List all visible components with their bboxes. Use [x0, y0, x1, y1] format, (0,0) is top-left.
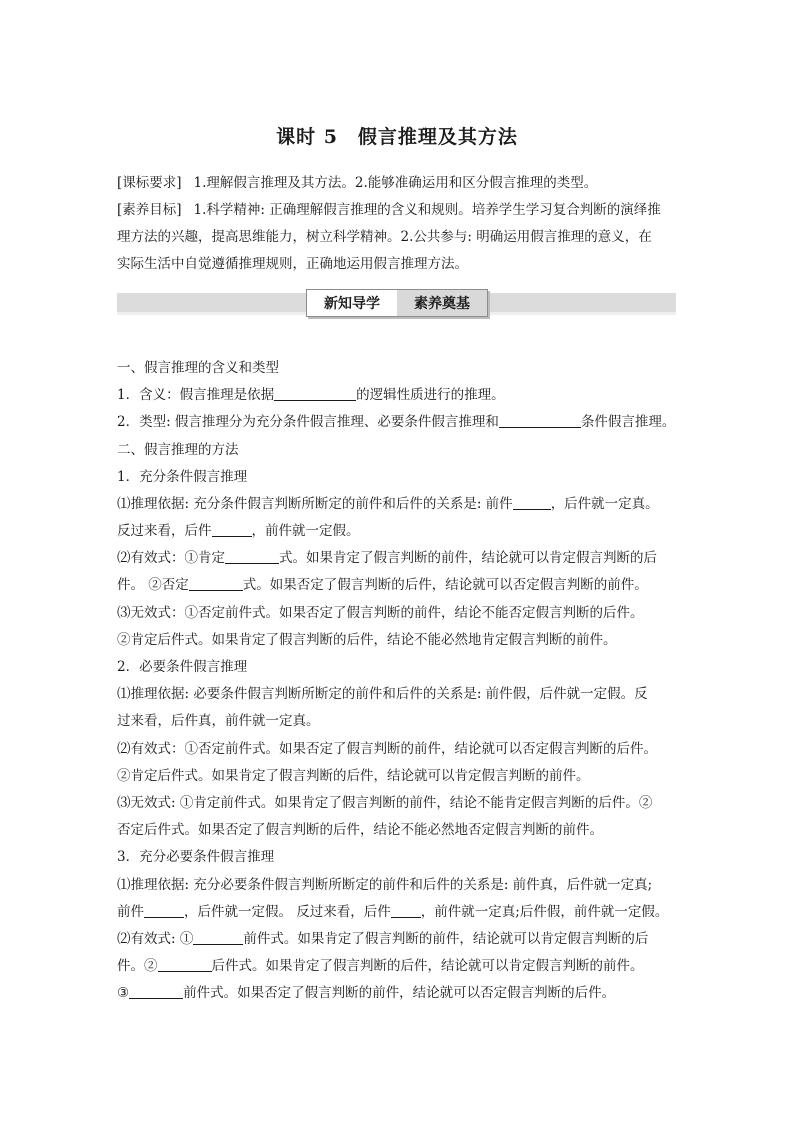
text: 前件式。如果肯定了假言判断的前件，结论就可以肯定假言判断的后 [243, 931, 649, 947]
literacy-goal-line-3: 实际生活中自觉遵循推理规则，正确地运用假言推理方法。 [117, 256, 468, 272]
text: ⑵有效式：①肯定 [117, 550, 225, 566]
text: 件。② [117, 958, 158, 974]
necessary-invalid-line-1: ⑶无效式: ①肯定前件式。如果肯定了假言判断的前件，结论不能肯定假言判断的后件。② [117, 795, 653, 811]
text: ，前件就一定真;后件假，前件就一定假。 [420, 904, 669, 920]
heading-1: 一、假言推理的含义和类型 [117, 360, 279, 376]
text: 式。如果否定了假言判断的后件，结论就可以否定假言判断的前件。 [242, 577, 648, 593]
text: 1．含义：假言推理是依据 [117, 387, 275, 403]
necessary-basis-line-1: ⑴推理依据: 必要条件假言判断所断定的前件和后件的关系是: 前件假，后件就一定假。反 [117, 686, 648, 702]
requirement-text: 1.理解假言推理及其方法。2.能够准确运用和区分假言推理的类型。 [193, 175, 598, 191]
fill-blank[interactable] [158, 957, 212, 972]
type-line [117, 410, 679, 430]
text: ，前件就一定假。 [251, 523, 360, 539]
banner-right-label: 素养奠基 [397, 290, 487, 316]
sufficient-basis-line-1 [117, 492, 679, 512]
both-basis-line-1: ⑴推理依据: 充分必要条件假言判断所断定的前件和后件的关系是: 前件真，后件就一定真; [117, 877, 653, 893]
text: ，后件就一定真。 [550, 496, 659, 512]
both-valid-line-2 [117, 954, 679, 974]
sufficient-invalid-line-2: ②肯定后件式。如果肯定了假言判断的后件，结论不能必然地肯定假言判断的前件。 [117, 632, 617, 648]
text: ③ [117, 985, 130, 1001]
text: ，后件就一定假。 反过来看，后件 [184, 904, 391, 920]
necessary-valid-line-2: ②肯定后件式。如果肯定了假言判断的后件，结论就可以肯定假言判断的前件。 [117, 768, 590, 784]
text: 式。如果肯定了假言判断的前件，结论就可以肯定假言判断的后 [279, 550, 657, 566]
definition-line [117, 383, 679, 403]
text: 的逻辑性质进行的推理。 [356, 387, 505, 403]
text: 后件式。如果肯定了假言判断的后件，结论就可以肯定假言判断的前件。 [211, 958, 644, 974]
text: 件。 ②否定 [117, 577, 189, 593]
fill-blank[interactable] [189, 576, 243, 591]
text: ⑴推理依据: 充分条件假言判断所断定的前件和后件的关系是: 前件 [117, 496, 513, 512]
text: 条件假言推理。 [580, 414, 676, 430]
both-basis-line-2 [117, 900, 679, 920]
text: 前件 [117, 904, 144, 920]
necessary-invalid-line-2: 否定后件式。如果否定了假言判断的后件，结论不能必然地否定假言判断的前件。 [117, 822, 603, 838]
literacy-text: 1.科学精神: 正确理解假言推理的含义和规则。培养学生学习复合判断的演绎推 [193, 202, 661, 218]
text: ⑵有效式: ① [117, 931, 194, 947]
fill-blank[interactable] [513, 495, 551, 510]
subheading-3: 3．充分必要条件假言推理 [117, 849, 275, 865]
fill-blank[interactable] [129, 984, 183, 999]
fill-blank[interactable] [144, 903, 184, 918]
fill-blank[interactable] [391, 903, 421, 918]
literacy-goal-line-1 [117, 197, 679, 224]
sufficient-invalid-line-1: ⑶无效式：①否定前件式。如果否定了假言判断的前件，结论不能否定假言判断的后件。 [117, 605, 644, 621]
necessary-valid-line-1: ⑵有效式：①否定前件式。如果否定了假言判断的前件，结论就可以否定假言判断的后件。 [117, 741, 657, 757]
page-title: 课时 5 假言推理及其方法 [276, 126, 518, 148]
subheading-1: 1．充分条件假言推理 [117, 469, 248, 485]
subheading-2: 2．必要条件假言推理 [117, 659, 248, 675]
sufficient-basis-line-2 [117, 519, 679, 539]
fill-blank[interactable] [499, 413, 581, 428]
both-valid-line-1 [117, 927, 679, 947]
text: 前件式。如果否定了假言判断的前件，结论就可以否定假言判断的后件。 [183, 985, 616, 1001]
heading-2: 二、假言推理的方法 [117, 442, 239, 458]
both-valid-line-3 [117, 981, 679, 1001]
literacy-tag: [素养目标] [117, 202, 182, 218]
banner-left-label: 新知导学 [324, 296, 380, 312]
requirement-tag: [课标要求] [117, 175, 182, 191]
section-banner [306, 289, 488, 317]
requirement-standard [117, 170, 679, 197]
necessary-basis-line-2: 过来看，后件真，前件就一定真。 [117, 713, 320, 729]
fill-blank[interactable] [225, 549, 279, 564]
literacy-goal-line-2: 理方法的兴趣，提高思维能力，树立科学精神。2.公共参与: 明确运用假言推理的意义，在 [117, 229, 652, 245]
text: 2．类型: 假言推理分为充分条件假言推理、必要条件假言推理和 [117, 414, 499, 430]
fill-blank[interactable] [274, 386, 356, 401]
text: 反过来看，后件 [117, 523, 212, 539]
sufficient-valid-line-1 [117, 546, 679, 566]
sufficient-valid-line-2 [117, 573, 679, 593]
fill-blank[interactable] [193, 930, 243, 945]
fill-blank[interactable] [212, 522, 252, 537]
